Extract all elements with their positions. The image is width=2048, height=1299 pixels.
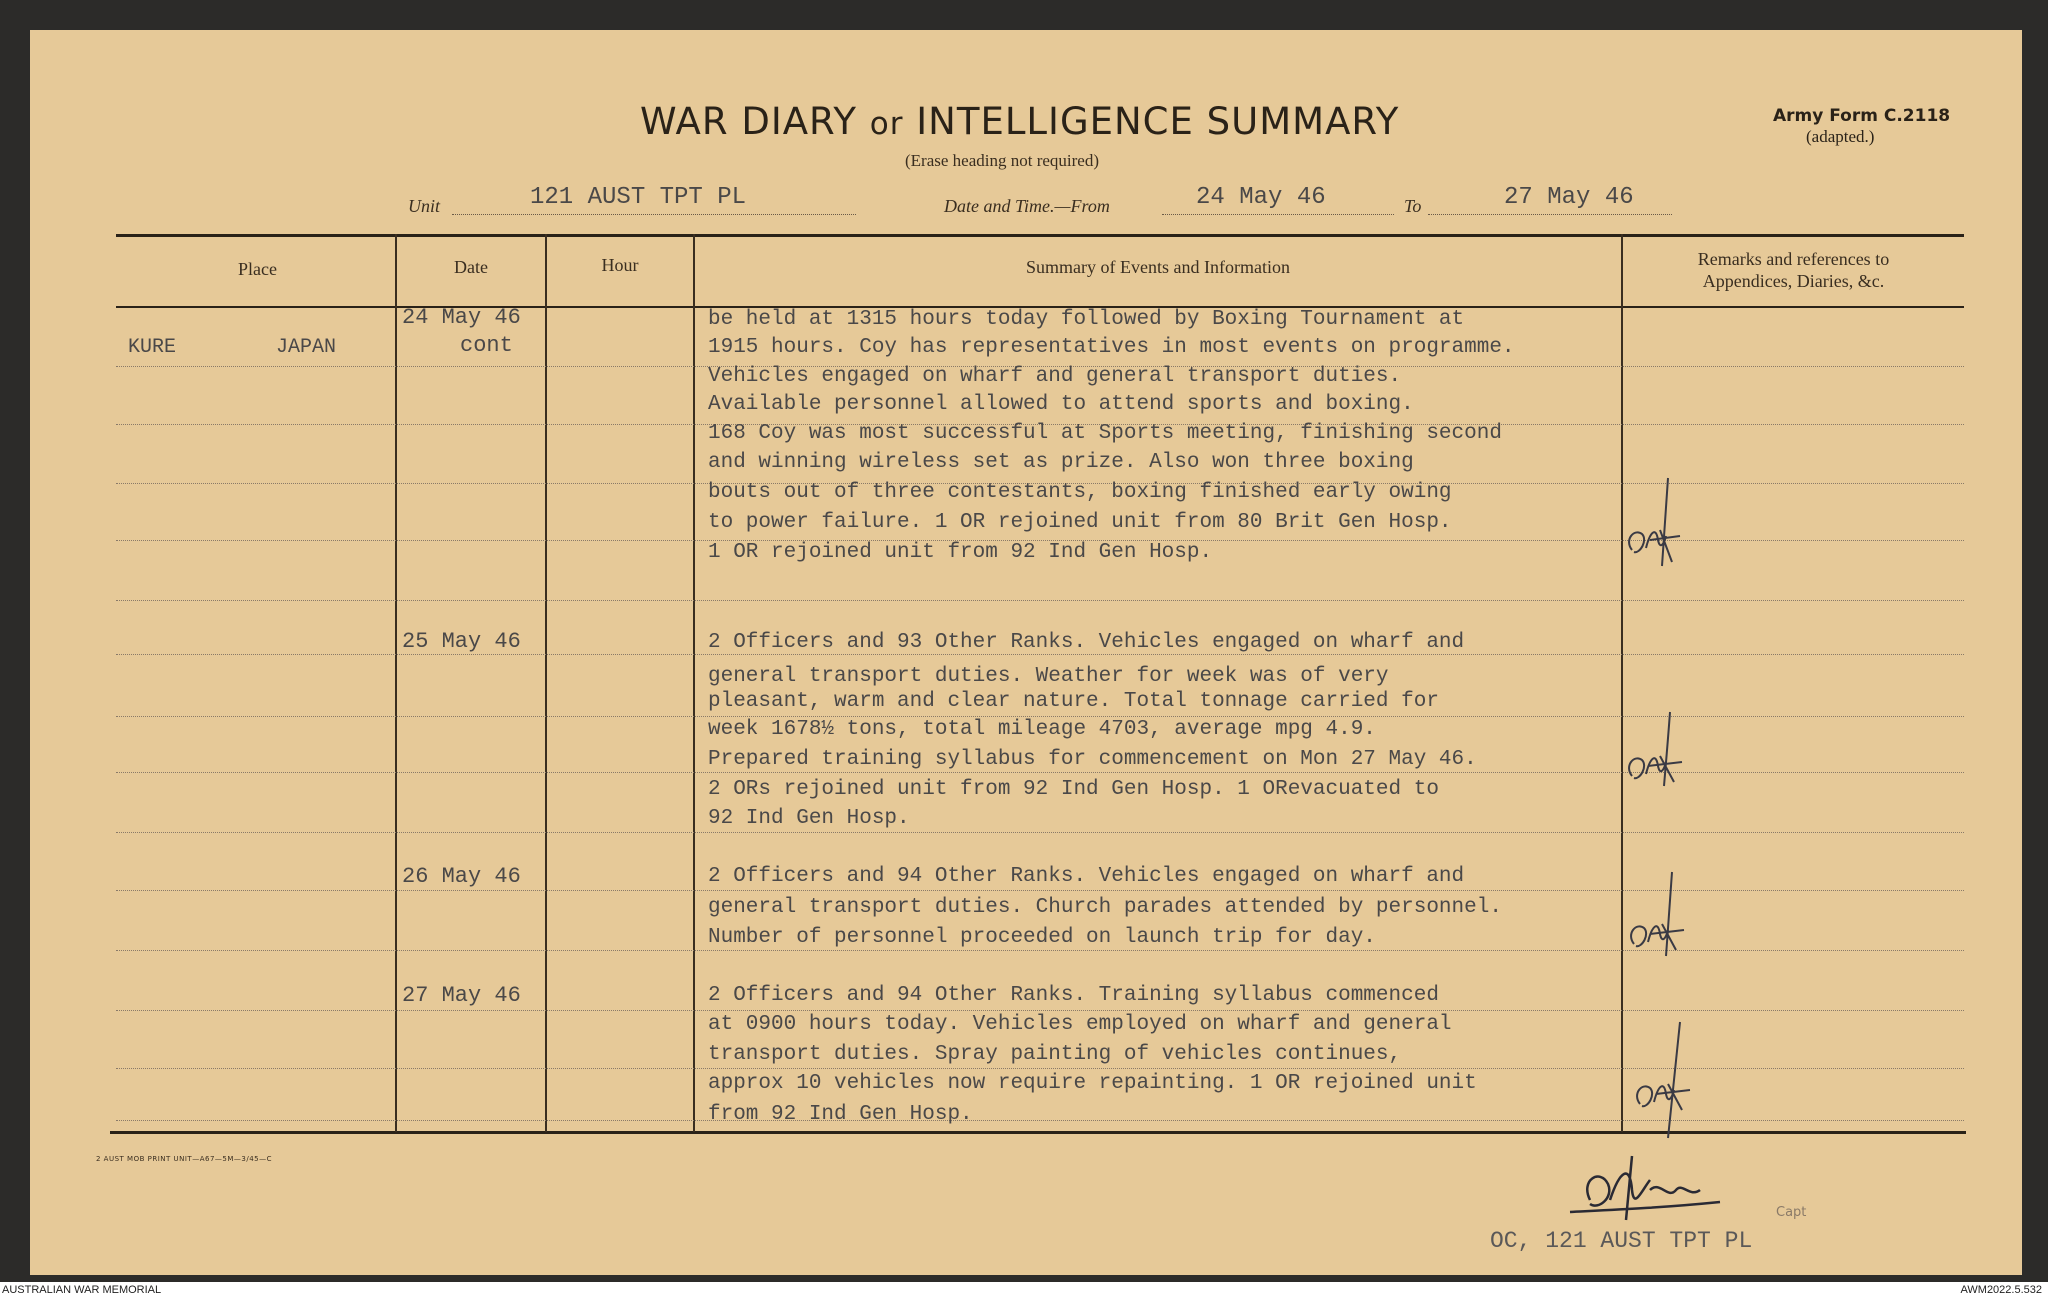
col-divider-summary <box>1621 234 1623 1132</box>
entry-4-line-1: 2 Officers and 94 Other Ranks. Training syllabus commenced <box>708 984 1439 1007</box>
col-head-place: Place <box>238 259 277 279</box>
entry-4-line-2: at 0900 hours today. Vehicles employed on wharf and general <box>708 1013 1452 1036</box>
unit-dotline <box>452 214 856 215</box>
archive-reference: AWM2022.5.532 <box>1960 1284 2042 1296</box>
entry-2-line-2: general transport duties. Weather for week was of very <box>708 665 1389 688</box>
entry-4-date: 27 May 46 <box>402 983 521 1008</box>
col-divider-hour <box>693 234 695 1132</box>
oc-line: OC, 121 AUST TPT PL <box>1490 1228 1753 1254</box>
erase-note: (Erase heading not required) <box>905 151 1099 170</box>
form-title <box>640 100 1399 143</box>
to-label: To <box>1404 196 1422 216</box>
date-from-label: Date and Time.—From <box>944 196 1110 216</box>
entry-2-line-4: week 1678½ tons, total mileage 4703, average mpg 4.9. <box>708 718 1376 741</box>
col-head-remarks-line2: Appendices, Diaries, &c. <box>1702 271 1885 291</box>
row-rule <box>116 832 1964 833</box>
col-head-date: Date <box>454 257 488 277</box>
entry-4-line-4: approx 10 vehicles now require repainting. 1 OR rejoined unit <box>708 1072 1477 1095</box>
entry-2-line-6: 2 ORs rejoined unit from 92 Ind Gen Hosp. 1 ORevacuated to <box>708 778 1439 801</box>
entry-3-line-2: general transport duties. Church parades attended by personnel. <box>708 896 1502 919</box>
entry-1-line-5: 168 Coy was most successful at Sports meeting, finishing second <box>708 422 1502 445</box>
entry-1-line-7: bouts out of three contestants, boxing finished early owing <box>708 481 1452 504</box>
row-rule <box>116 654 1964 655</box>
entry-3-line-3: Number of personnel proceeded on launch trip for day. <box>708 926 1376 949</box>
date-from-value: 24 May 46 <box>1196 184 1326 211</box>
entry-1-line-4: Available personnel allowed to attend sports and boxing. <box>708 393 1414 416</box>
adapted-note: (adapted.) <box>1806 127 1875 146</box>
capt-rank: Capt <box>1776 1205 1807 1220</box>
unit-value: 121 AUST TPT PL <box>530 184 747 211</box>
entry-1-line-3: Vehicles engaged on wharf and general transport duties. <box>708 365 1402 388</box>
date-to-value: 27 May 46 <box>1504 184 1634 211</box>
title-main: WAR DIARY <box>640 100 857 143</box>
entry-1-line-2: 1915 hours. Coy has representatives in most events on programme. <box>708 336 1515 359</box>
initials-signature-4 <box>1628 1020 1708 1140</box>
entry-4-line-3: transport duties. Spray painting of vehicles continues, <box>708 1043 1402 1066</box>
entry-2-line-1: 2 Officers and 93 Other Ranks. Vehicles engaged on wharf and <box>708 631 1465 654</box>
army-form-number: Army Form C.2118 <box>1773 106 1951 126</box>
col-divider-place <box>395 234 397 1132</box>
oc-signature <box>1550 1150 1730 1240</box>
table-top-rule <box>116 234 1964 237</box>
initials-signature-3 <box>1622 868 1702 968</box>
entry-1-line-9: 1 OR rejoined unit from 92 Ind Gen Hosp. <box>708 541 1213 564</box>
col-head-remarks-line1: Remarks and references to <box>1697 249 1890 269</box>
entry-2-date: 25 May 46 <box>402 629 521 654</box>
initials-signature-2 <box>1620 700 1700 800</box>
row-rule <box>116 600 1964 601</box>
entry-1-line-1: be held at 1315 hours today followed by Boxing Tournament at <box>708 308 1465 331</box>
entry-1-line-8: to power failure. 1 OR rejoined unit from 80 Brit Gen Hosp. <box>708 511 1452 534</box>
col-divider-date <box>545 234 547 1132</box>
place-city: KURE <box>128 336 177 359</box>
date-from-dotline <box>1162 214 1394 215</box>
entry-1-date: 24 May 46 <box>402 305 521 330</box>
entry-3-date: 26 May 46 <box>402 864 521 889</box>
title-rest: INTELLIGENCE SUMMARY <box>916 100 1400 143</box>
place-country: JAPAN <box>276 336 337 359</box>
entry-2-line-3: pleasant, warm and clear nature. Total tonnage carried for <box>708 690 1439 713</box>
entry-2-line-7: 92 Ind Gen Hosp. <box>708 807 910 830</box>
entry-4-line-5: from 92 Ind Gen Hosp. <box>708 1103 973 1126</box>
entry-1-date-cont: cont <box>460 333 513 358</box>
entry-3-line-1: 2 Officers and 94 Other Ranks. Vehicles engaged on wharf and <box>708 865 1465 888</box>
archive-label: AUSTRALIAN WAR MEMORIAL <box>2 1284 162 1296</box>
unit-label: Unit <box>408 196 441 216</box>
col-head-summary: Summary of Events and Information <box>1026 257 1290 277</box>
col-head-hour: Hour <box>601 255 639 275</box>
entry-2-line-5: Prepared training syllabus for commencement on Mon 27 May 46. <box>708 748 1477 771</box>
col-head-remarks <box>1623 248 1964 292</box>
date-to-dotline <box>1428 214 1672 215</box>
row-rule <box>116 1010 1964 1011</box>
entry-1-line-6: and winning wireless set as prize. Also won three boxing <box>708 451 1414 474</box>
initials-signature-1 <box>1620 470 1700 580</box>
title-or: or <box>869 106 904 142</box>
printer-imprint: 2 AUST MOB PRINT UNIT—A67—5M—3/45—C <box>96 1155 272 1163</box>
